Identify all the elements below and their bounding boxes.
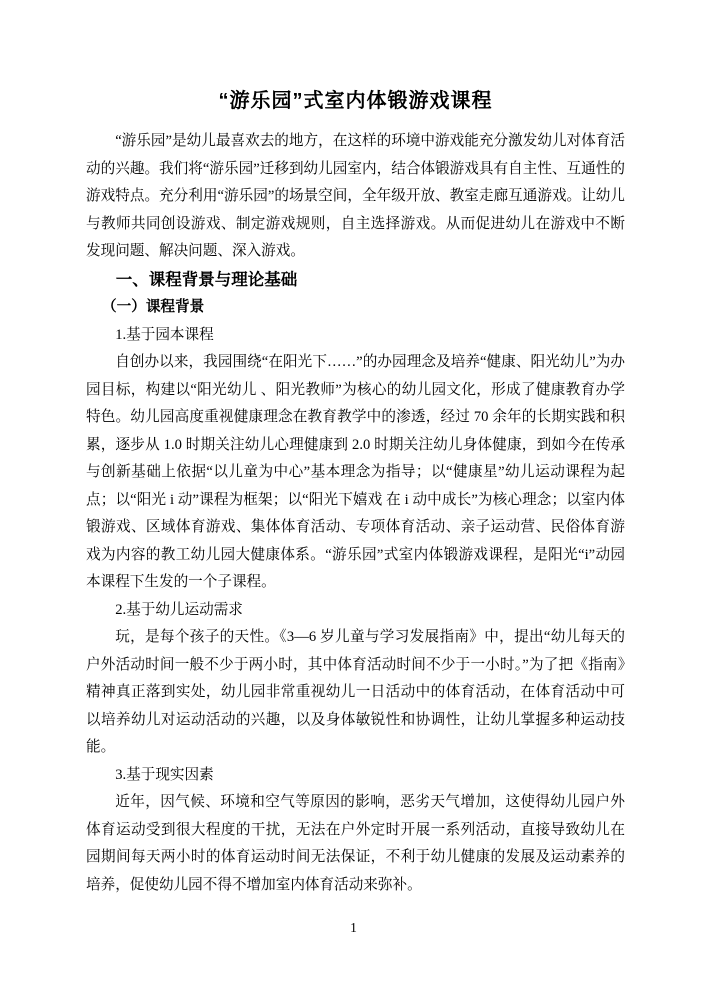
section-heading-background-and-theory: 一、课程背景与理论基础 [115,270,298,289]
item-body-realistic-factors: 近年，因气候、环境和空气等原因的影响，恶劣天气增加，这使得幼儿园户外体育运动受到很大程度的干扰，无法在户外定时开展一系列活动，直接导致幼儿在园期间每天两小时的体育运动时间无法保证，不利于幼儿健康的发展及运动素养的培养，促使幼儿园不得不增加室内体育活动来弥补。 [86,794,625,893]
document-title: “游乐园”式室内体锻游戏课程 [218,90,493,112]
item-heading-children-exercise-needs: 2.基于幼儿运动需求 [115,601,243,618]
item-heading-kindergarten-based-curriculum: 1.基于园本课程 [115,326,214,343]
item-heading-realistic-factors: 3.基于现实因素 [115,766,214,783]
item-body-children-exercise-needs: 玩，是每个孩子的天性。《3—6 岁儿童与学习发展指南》中，提出“幼儿每天的户外活动时间一般不少于两小时，其中体育活动时间不少于一小时。”为了把《指南》精神真正落到实处，幼儿园非常重视幼儿一日活动中的体育活动，在体育活动中可以培养幼儿对运动活动的兴趣，以及身体敏锐性和协调性，让幼儿掌握多种运动技能。 [86,629,625,755]
item-body-kindergarten-based-curriculum: 自创办以来，我园围绕“在阳光下……”的办园理念及培养“健康、阳光幼儿”为办园目标，构建以“阳光幼儿 、阳光教师”为核心的幼儿园文化，形成了健康教育办学特色。幼儿园高度重视健康理念在教育教学中的渗透，经过 70 余年的长期实践和积累，逐步从 1.0 时期关注幼儿心理健康到 2.0 时期关注幼儿身体健康，到如今在传承与创新基础上依据“以儿童为中心”基本理念为指导；以“健康星”幼儿运动课程为起点；以“阳光 i 动”课程为框架；以“阳光下嬉戏 在 i 动中成长”为核心理念；以室内体锻游戏、区域体育游戏、集体体育活动、专项体育活动、亲子运动营、民俗体育游戏为内容的教工幼儿园大健康体系。“游乐园”式室内体锻游戏课程，是阳光“i”动园本课程下生发的一个子课程。 [86,354,625,590]
page-number: 1 [350,920,357,935]
subsection-heading-course-background: （一）课程背景 [102,299,205,315]
intro-paragraph: “游乐园”是幼儿最喜欢去的地方，在这样的环境中游戏能充分激发幼儿对体育活动的兴趣。我们将“游乐园”迁移到幼儿园室内，结合体锻游戏具有自主性、互通性的游戏特点。充分利用“游乐园”的场景空间，全年级开放、教室走廊互通游戏。让幼儿与教师共同创设游戏、制定游戏规则，自主选择游戏。从而促进幼儿在游戏中不断发现问题、解决问题、深入游戏。 [86,133,625,259]
